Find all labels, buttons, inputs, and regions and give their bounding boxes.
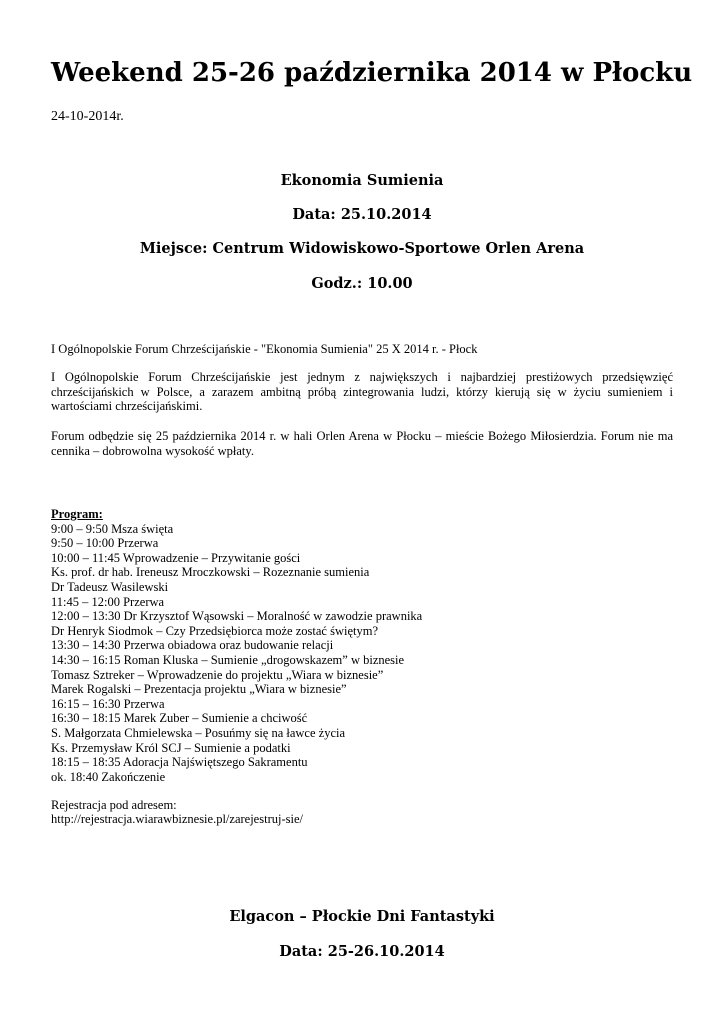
program-item: 10:00 – 11:45 Wprowadzenie – Przywitanie gości [51,550,301,565]
program-item: Dr Tadeusz Wasilewski [51,579,169,594]
program-item: Marek Rogalski – Prezentacja projektu „Wiara w biznesie” [51,682,347,697]
program-item: 9:50 – 10:00 Przerwa [51,536,159,551]
program-list [51,507,673,784]
program-item: 16:30 – 18:15 Marek Zuber – Sumienie a chciwość [51,711,308,726]
forum-intro-line: I Ogólnopolskie Forum Chrześcijańskie - "Ekonomia Sumienia" 25 X 2014 r. - Płock [51,342,478,356]
program-item: S. Małgorzata Chmielewska – Posuńmy się na ławce życia [51,725,346,740]
event-name: Ekonomia Sumienia [280,172,444,189]
program-item: ok. 18:40 Zakończenie [51,769,166,784]
forum-location-paragraph: Forum odbędzie się 25 października 2014 r. w hali Orlen Arena w Płocku – mieście Bożego Miłosierdzia. Forum nie ma cennika – dobrowolna wysokość wpłaty. [51,429,673,458]
program-item: 9:00 – 9:50 Msza święta [51,521,174,536]
program-item: 14:30 – 16:15 Roman Kluska – Sumienie „drogowskazem” w biznesie [51,652,405,667]
program-heading: Program: [51,507,103,521]
program-item: 18:15 – 18:35 Adoracja Najświętszego Sakramentu [51,755,308,770]
program-item: 11:45 – 12:00 Przerwa [51,594,165,609]
forum-description-paragraph: I Ogólnopolskie Forum Chrześcijańskie jest jednym z największych i najbardziej prestiżowych przedsięwzięć chrześcijańskich w Polsce, a zarazem ambitną próbą zintegrowania ludzi, którzy kierują się w życiu sumieniem i wartościami chrześcijańskimi. [51,370,673,414]
registration-url: http://rejestracja.wiarawbiznesie.pl/zarejestruj-sie/ [51,812,303,826]
publication-date: 24-10-2014r. [51,109,124,124]
registration-label: Rejestracja pod adresem: [51,798,177,812]
program-item: Tomasz Sztreker – Wprowadzenie do projektu „Wiara w biznesie” [51,667,384,682]
program-item: Dr Henryk Siodmok – Czy Przedsiębiorca może zostać świętym? [51,623,378,638]
program-item: 13:30 – 14:30 Przerwa obiadowa oraz budowanie relacji [51,638,334,653]
second-event-date: Data: 25-26.10.2014 [279,943,445,960]
program-item: 16:15 – 16:30 Przerwa [51,696,165,711]
event-place: Miejsce: Centrum Widowiskowo-Sportowe Orlen Arena [139,240,585,257]
second-event-name: Elgacon – Płockie Dni Fantastyki [229,908,495,925]
program-item: 12:00 – 13:30 Dr Krzysztof Wąsowski – Moralność w zawodzie prawnika [51,609,423,624]
page-title: Weekend 25-26 października 2014 w Płocku [51,58,693,88]
event-time: Godz.: 10.00 [311,275,413,292]
program-item: Ks. prof. dr hab. Ireneusz Mroczkowski – Rozeznanie sumienia [51,565,370,580]
program-item: Ks. Przemysław Król SCJ – Sumienie a podatki [51,740,291,755]
event-date: Data: 25.10.2014 [292,206,432,223]
